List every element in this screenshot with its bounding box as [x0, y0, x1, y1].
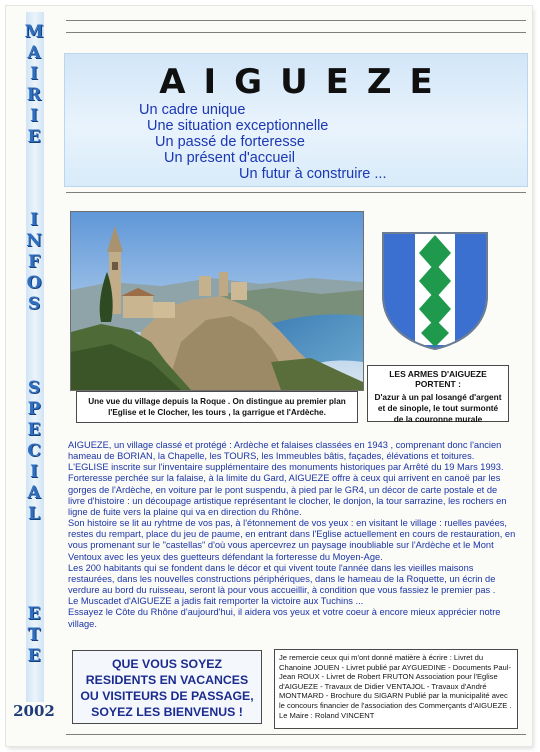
article-paragraph: Les 200 habitants qui se fondent dans le décor et qui vivent toute l'année dans les vieilles maisons restaurées, dans les nouvelles constructions périphériques, dans le hameau de la Roquette, un écrin de verdure au bord du ruisseau, seront là pour vous accueillir, à condition que vous fassiez le premier pas . [68, 562, 496, 596]
credits-box: Je remercie ceux qui m'ont donné matière à écrire : Livret du Chanoine JOUEN - Livret publié par AYGUEDINE - Documents Paul-Jean ROUX - Livret de Robert FRUTON Association pour l'Eglise d'AIGUEZE - Travaux de Didier VENTAJOL - Travaux d'André MONTMARD - Brochure du SIGARN Publié par la municipalité avec le concours financier de l'association des Commerçants d'AIGUEZE . Le Maire : Roland VINCENT [274, 649, 518, 729]
top-rule-2 [66, 32, 526, 33]
tagline-5: Un futur à construire ... [239, 166, 387, 182]
article-paragraph: Forteresse perchée sur la falaise, à la limite du Gard, AIGUEZE offre à ceux qui arrivent en canoë par les gorges de l'Ardèche, en voiture par le pont suspendu, à pied par le GR4, un décor de carte postale et de livre d'histoire : un découpage artistique représentant le clocher, le donjon, la tour sarrazine, les rochers en ligne de fuite vers la plaine qui va en direction du Rhône. [68, 473, 507, 517]
tagline-1: Un cadre unique [139, 102, 246, 118]
welcome-box [72, 650, 262, 724]
tagline-3: Un passé de forteresse [155, 134, 305, 150]
village-photo [70, 211, 364, 391]
welcome-line: OU VISITEURS DE PASSAGE, [80, 689, 254, 703]
mid-rule [66, 192, 526, 193]
page-title: AIGUEZE [159, 62, 451, 102]
arms-title: LES ARMES D'AIGUEZE PORTENT : [389, 369, 487, 389]
tagline-4: Un présent d'accueil [164, 150, 295, 166]
arms-text: D'azur à un pal losangé d'argent et de sinople, le tout surmonté de la couronne murale [374, 392, 502, 424]
header-banner [64, 53, 528, 187]
top-rule [66, 20, 526, 21]
coat-of-arms-icon [379, 229, 491, 353]
article-paragraph: Son histoire se lit au ryhtme de vos pas, à l'étonnement de vos yeux : en visitant le village : ruelles pavées, restes du rempart, place du jeu de paume, en entrant dans l'Eglise actuellement en cours de restauration, en vous promenant sur le "castellas" d'où vous apercevrez un paysage inoubliable sur l'Ardèche et le Mont Ventoux avec les yeux des guetteurs défendant la forteresse du Moyen-Age. [68, 518, 516, 562]
welcome-line: QUE VOUS SOYEZ [111, 657, 222, 671]
side-word-infos: I N F O S [26, 210, 42, 314]
article-body [68, 440, 516, 630]
tagline-2: Une situation exceptionnelle [147, 118, 329, 134]
article-paragraph: AIGUEZE, un village classé et protégé : Ardèche et falaises classées en 1943 , comprenant donc l'ancien hameau de BORIAN, la Chapelle, les TOURS, les Immeubles bâtis, façades, élévations et toitures. L'EGLISE inscrite sur l'inventaire supplémentaire des monuments historiques par Arrêté du 19 Mars 1993. [68, 440, 504, 473]
bottom-rule [66, 734, 526, 735]
side-year: 2002 [13, 702, 55, 720]
arms-box [367, 365, 509, 422]
article-paragraph: Essayez le Côte du Rhône d'aujourd'hui, il aidera vos yeux et votre coeur à encore mieux apprécier notre village. [68, 607, 501, 629]
side-banner [6, 6, 62, 746]
page [6, 6, 532, 746]
photo-caption: Une vue du village depuis la Roque . On distingue au premier plan l'Eglise et le Clocher, les tours , la garrigue et l'Ardèche. [76, 391, 358, 423]
welcome-line: RESIDENTS EN VACANCES [85, 673, 249, 687]
article-paragraph: Le Muscadet d'AIGUEZE a jadis fait remporter la victoire aux Tuchins ... [68, 596, 364, 607]
side-word-mairie: M A I R I E [24, 22, 44, 147]
side-word-ete: E T E [27, 604, 41, 666]
side-word-special: S P E C I A L [27, 378, 41, 524]
welcome-line: SOYEZ LES BIENVENUS ! [91, 705, 243, 719]
